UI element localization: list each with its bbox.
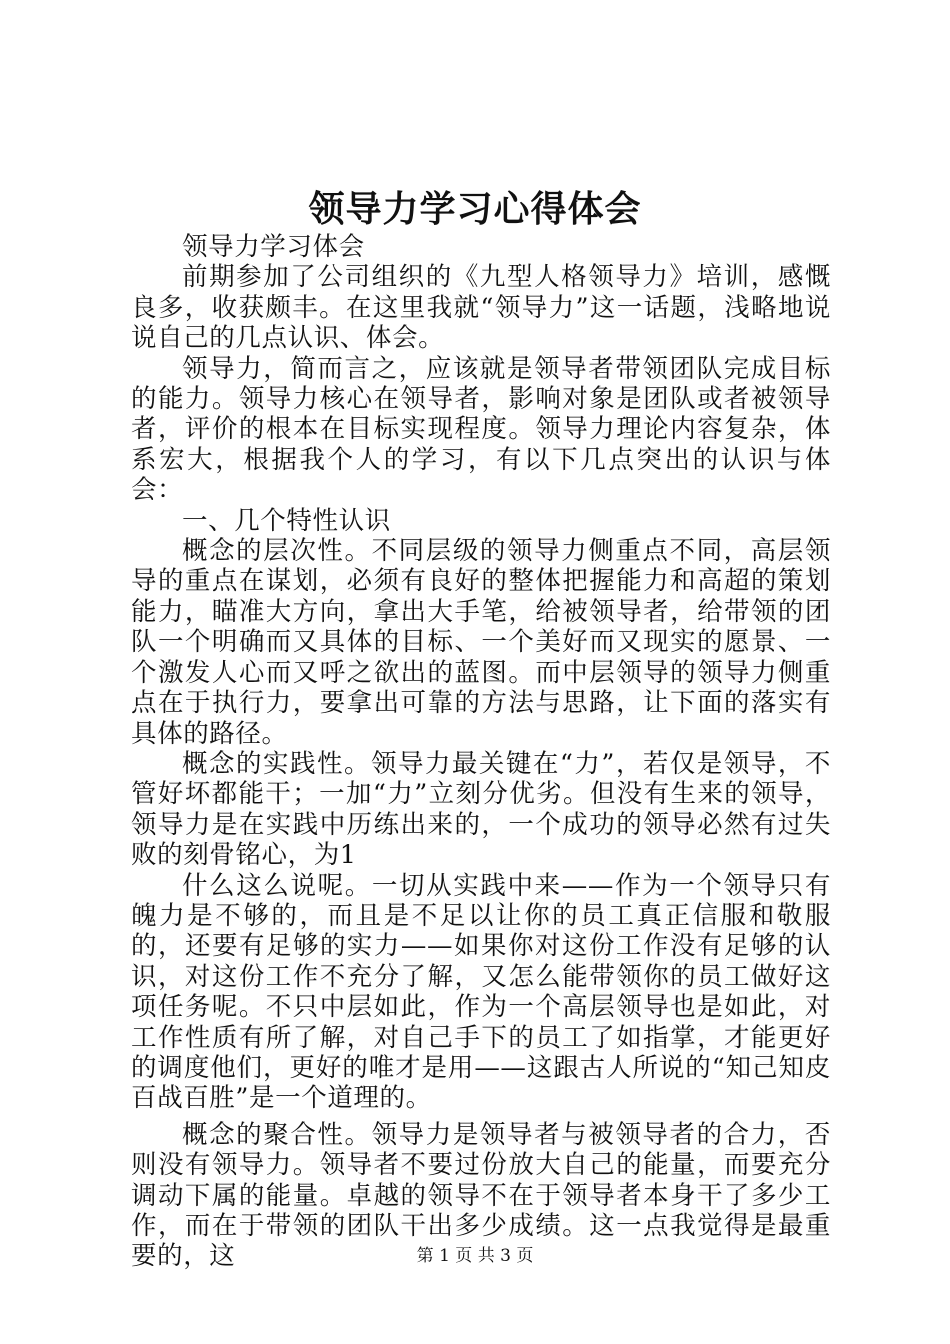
document-title: 领导力学习心得体会 (308, 188, 642, 230)
section-heading: 一、几个特性认识 (182, 505, 391, 536)
paragraph-why: 什么这么说呢。一切从实践中来——作为一个领导只有魄力是不够的，而且是不足以让你的员工真正信服和敬服的，还要有足够的实力——如果你对这份工作没有足够的认识，对这份工作不充分了解，又怎么能带领你的员工做好这项任务呢。不只中层如此，作为一个高层领导也是如此，对工作性质有所了解，对自己手下的员工了如指掌，才能更好的调度他们，更好的唯才是用——这跟古人所说的“知己知皮百战百胜”是一个道理的。 (131, 870, 831, 1114)
paragraph-intro: 前期参加了公司组织的《九型人格领导力》培训，感慨良多，收获颇丰。在这里我就“领导力”这一话题，浅略地说说自己的几点认识、体会。 (131, 262, 831, 354)
paragraph-heading: 领导力学习体会 (182, 232, 365, 262)
page-footer: 第 1 页 共 3 页 (416, 1246, 534, 1266)
paragraph-hierarchy: 概念的层次性。不同层级的领导力侧重点不同，高层领导的重点在谋划，必须有良好的整体把握能力和高超的策划能力，瞄准大方向，拿出大手笔，给被领导者，给带领的团队一个明确而又具体的目标、一个美好而又现实的愿景、一个激发人心而又呼之欲出的蓝图。而中层领导的领导力侧重点在于执行力，要拿出可靠的方法与思路，让下面的落实有具体的路径。 (131, 536, 831, 749)
document-body (131, 232, 831, 1272)
paragraph-definition: 领导力，简而言之，应该就是领导者带领团队完成目标的能力。领导力核心在领导者，影响对象是团队或者被领导者，评价的根本在目标实现程度。领导力理论内容复杂，体系宏大，根据我个人的学习，有以下几点突出的认识与体会： (131, 353, 831, 506)
paragraph-cohesion: 概念的聚合性。领导力是领导者与被领导者的合力，否则没有领导力。领导者不要过份放大自己的能量，而要充分调动下属的能量。卓越的领导不在于领导者本身干了多少工作，而在于带领的团队干出多少成绩。这一点我觉得是最重要的，这 (131, 1119, 831, 1272)
paragraph-practice: 概念的实践性。领导力最关键在“力”，若仅是领导，不管好坏都能干；一加“力”立刻分优劣。但没有生来的领导，领导力是在实践中历练出来的，一个成功的领导必然有过失败的刻骨铭心，为1 (131, 748, 831, 871)
